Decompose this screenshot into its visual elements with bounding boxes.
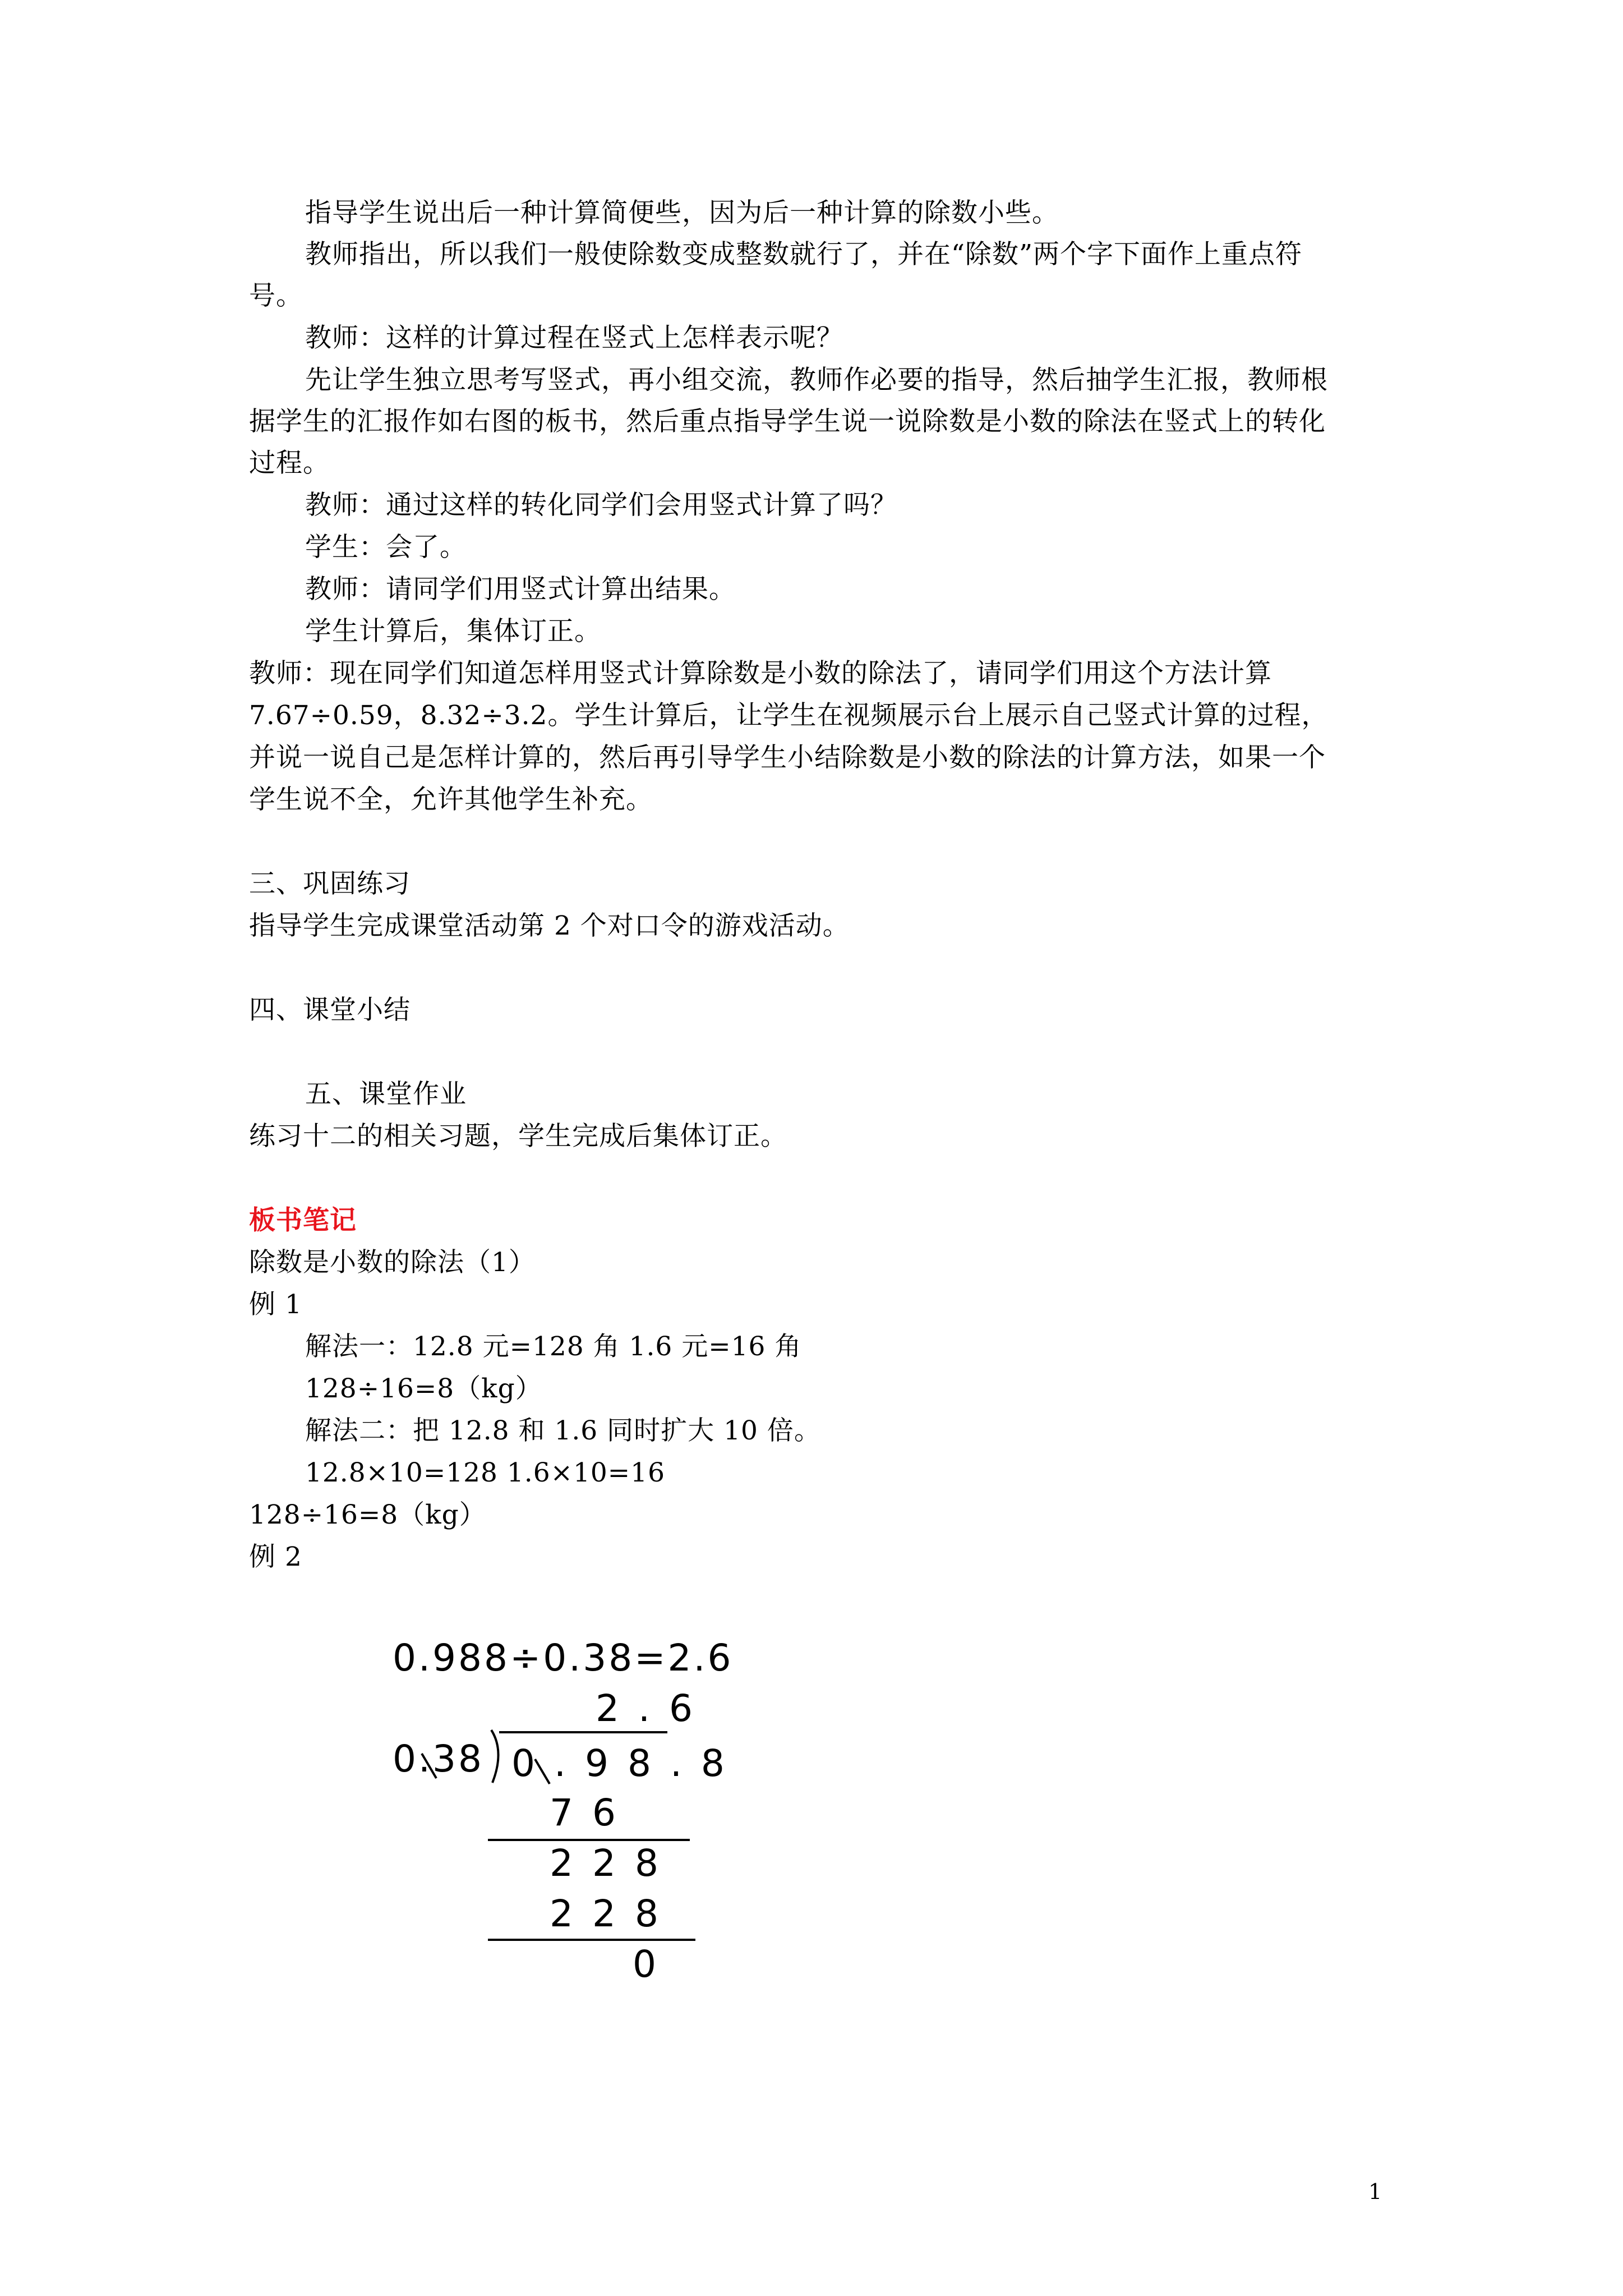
dividend: 0.98.8 — [511, 1742, 744, 1785]
paragraph-5: 教师：通过这样的转化同学们会用竖式计算了吗？ — [305, 490, 897, 521]
section-4-heading: 四、课堂小结 — [249, 995, 411, 1025]
solution-2: 解法二：把 12.8 和 1.6 同时扩大 10 倍。 — [305, 1415, 821, 1446]
board-title: 除数是小数的除法（1） — [249, 1247, 536, 1278]
example-2-label: 例 2 — [249, 1542, 302, 1572]
paragraph-3: 教师：这样的计算过程在竖式上怎样表示呢？ — [305, 323, 843, 353]
paragraph-4-cont1: 据学生的汇报作如右图的板书，然后重点指导学生说一说除数是小数的除法在竖式上的转化 — [249, 406, 1326, 437]
paragraph-9-cont3: 学生说不全，允许其他学生补充。 — [249, 784, 653, 815]
page-number: 1 — [1368, 2179, 1382, 2204]
partial-product-1: 76 — [550, 1791, 635, 1834]
section-5-heading: 五、课堂作业 — [305, 1079, 467, 1110]
section-3-heading: 三、巩固练习 — [249, 868, 411, 899]
division-equation: 0.988÷0.38=2.6 — [393, 1636, 734, 1680]
example-1-label: 例 1 — [249, 1289, 302, 1320]
paragraph-9-cont2: 并说一说自己是怎样计算的，然后再引导学生小结除数是小数的除法的计算方法，如果一个 — [249, 742, 1326, 773]
paragraph-1: 指导学生说出后一种计算简便些，因为后一种计算的除数小些。 — [305, 197, 1059, 228]
solution-1: 解法一：12.8 元=128 角 1.6 元=16 角 — [305, 1331, 802, 1362]
paragraph-6: 学生：会了。 — [305, 532, 467, 563]
section-5-text: 练习十二的相关习题，学生完成后集体订正。 — [249, 1121, 787, 1152]
paragraph-7: 教师：请同学们用竖式计算出结果。 — [305, 574, 736, 605]
solution-1-calc: 128÷16=8（kg） — [305, 1373, 542, 1404]
division-bracket — [489, 1729, 511, 1785]
dividend-decimal-strike — [533, 1756, 555, 1789]
board-notes-heading: 板书笔记 — [249, 1205, 357, 1236]
paragraph-4: 先让学生独立思考写竖式，再小组交流，教师作必要的指导，然后抽学生汇报，教师根 — [305, 365, 1328, 395]
paragraph-9: 教师：现在同学们知道怎样用竖式计算除数是小数的除法了，请同学们用这个方法计算 — [249, 658, 1272, 689]
final-remainder: 0 — [633, 1943, 658, 1986]
remainder-1: 228 — [550, 1842, 677, 1885]
solution-2-calc: 128÷16=8（kg） — [249, 1499, 486, 1530]
solution-2-scale: 12.8×10=128 1.6×10=16 — [305, 1457, 665, 1488]
partial-product-2: 228 — [550, 1892, 677, 1935]
paragraph-8: 学生计算后，集体订正。 — [305, 616, 601, 647]
divisor-decimal-strike — [419, 1750, 442, 1784]
paragraph-4-cont2: 过程。 — [249, 448, 330, 478]
subtraction-line-2 — [488, 1939, 695, 1941]
paragraph-2: 教师指出，所以我们一般使除数变成整数就行了，并在“除数”两个字下面作上重点符 — [305, 239, 1303, 270]
paragraph-2-cont: 号。 — [249, 280, 303, 311]
division-top-bar — [499, 1731, 667, 1733]
quotient: 2.6 — [596, 1687, 712, 1730]
section-3-text: 指导学生完成课堂活动第 2 个对口令的游戏活动。 — [249, 910, 850, 941]
divisor: 0.38 — [393, 1737, 484, 1780]
paragraph-9-cont1: 7.67÷0.59，8.32÷3.2。学生计算后，让学生在视频展示台上展示自己竖式计算的过程， — [249, 700, 1329, 731]
